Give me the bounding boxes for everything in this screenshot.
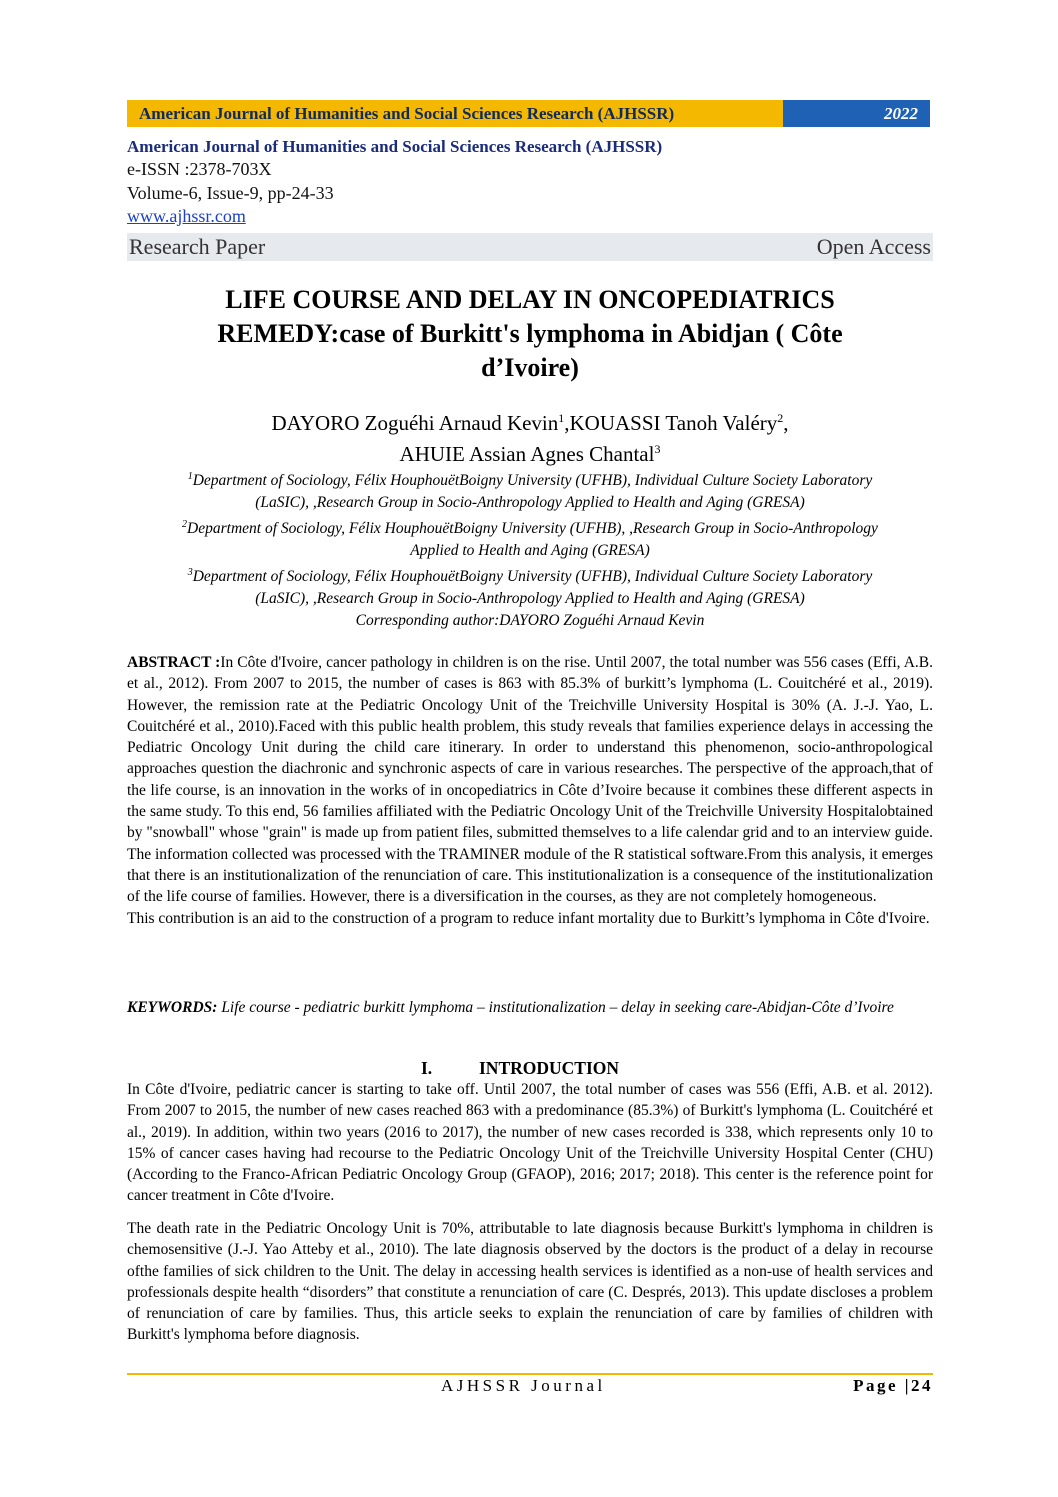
page-footer [127, 1376, 933, 1400]
introduction-text-2: The death rate in the Pediatric Oncology Unit is 70%, attributable to late diagnosis because Burkitt's lymphoma in children is chemosensitive (J.-J. Yao Atteby et al., 2010). The late diagnosis observed by the doctors is the product of a delay in recourse ofthe families of sick children to the Unit. The delay in accessing health services is identified as a non-use of health services and professionals despite health “disorders” that constitute a renunciation of care (C. Després, 2013). This update discloses a problem of renunciation of care by families. Thus, this article seeks to explain the renunciation of care by families of children with Burkitt's lymphoma before diagnosis. [127, 1220, 933, 1344]
paper-type: Research Paper [129, 234, 266, 259]
author-1: DAYORO Zoguéhi Arnaud Kevin [271, 411, 559, 435]
affiliation-1-line-1 [127, 466, 933, 492]
header-journal-name: American Journal of Humanities and Social Sciences Research (AJHSSR) [127, 100, 783, 127]
affiliation-3-line-1 [127, 562, 933, 588]
journal-header-band [127, 100, 930, 127]
affiliations [127, 466, 933, 632]
footer-journal-name: AJHSSR Journal [441, 1376, 606, 1395]
author-3-sup: 3 [654, 442, 661, 456]
abstract-paragraph-2: This contribution is an aid to the construction of a program to reduce infant mortality due to Burkitt’s lymphoma in Côte d'Ivoire. [127, 909, 930, 927]
header-year: 2022 [783, 100, 930, 127]
affiliation-2-text: Department of Sociology, Félix HouphouëtBoigny University (UFHB), ,Research Group in Socio-Anthropology [187, 520, 878, 538]
paper-type-bar [127, 233, 933, 261]
meta-eissn [127, 157, 933, 181]
eissn-prefix: e-ISSN : [127, 159, 190, 179]
author-2: ,KOUASSI Tanoh Valéry [564, 411, 778, 435]
introduction-text-1: In Côte d'Ivoire, pediatric cancer is starting to take off. Until 2007, the total number of cases was 556 (Effi, A.B. et al. 2012). From 2007 to 2015, the number of new cases reached 863 with a predominance (85.3%) of Burkitt's lymphoma (L. Couitchéré et al., 2019). In addition, within two years (2016 to 2017), the number of new cases recorded is 338, which represents only 10 to 15% of cancer cases having had recourse to the Pediatric Oncology Unit of the Treichville University Hospital Center (CHU) (According to the Franco-African Pediatric Oncology Group (GFAOP), 2016; 2017; 2018). This center is the reference point for cancer treatment in Côte d'Ivoire. [127, 1081, 933, 1205]
page-label: Page | [853, 1376, 911, 1395]
affiliation-1-sup: 1 [187, 471, 193, 482]
affiliation-3-text: Department of Sociology, Félix HouphouëtBoigny University (UFHB), Individual Culture Society Laboratory [192, 568, 873, 586]
keywords [127, 997, 933, 1018]
corresponding-author: Corresponding author:DAYORO Zoguéhi Arnaud Kevin [355, 612, 705, 630]
access-type: Open Access [816, 234, 931, 259]
author-1-sup: 1 [558, 411, 565, 425]
section-number: I. [421, 1058, 433, 1078]
abstract-paragraph-1 [127, 652, 933, 908]
footer-page-number [853, 1376, 933, 1396]
introduction-paragraph-1 [127, 1079, 933, 1207]
affiliation-2-sup: 2 [182, 519, 188, 531]
authors-line-1 [140, 405, 920, 436]
eissn-value: 2378-703X [189, 159, 272, 179]
affiliation-1-text: Department of Sociology, Félix HouphouëtBoigny University (UFHB), Individual Culture Society Laboratory [192, 472, 873, 490]
abstract-text-1: In Côte d'Ivoire, cancer pathology in children is on the rise. Until 2007, the total number was 556 cases (Effi, A.B. et al., 2012). From 2007 to 2015, the number of cases is 863 with 85.3% of burkitt’s lymphoma (L. Couitchéré et al., 2019). However, the remission rate at the Pediatric Oncology Unit of the Treichville University Hospital is 30% (A. J.-J. Yao, L. Couitchéré et al., 2010).Faced with this public health problem, this study reveals that families experience delays in accessing the Pediatric Oncology Unit during the child care itinerary. In order to understand this phenomenon, socio-anthropological approaches question the diachronic and synchronic aspects of care in various researches. The perspective of the approach,that of the life course, is an innovation in the works of in oncopediatrics in Côte d’Ivoire because it combines these different aspects in the same study. To this end, 56 families affiliated with the Pediatric Oncology Unit of the Treichville University Hospitalobtained by "snowball" whose "grain" is made up from patient files, submitted themselves to a life calendar grid and to an interview guide. The information collected was processed with the TRAMINER module of the R statistical software.From this analysis, it emerges that there is an institutionalization of the renunciation of care. This institutionalization is a consequence of the institutionalization of the life course of families. However, there is a diversification in the courses, as they are not completely homogeneous. [127, 654, 933, 906]
footer-rule [127, 1373, 933, 1375]
introduction-paragraph-2 [127, 1218, 933, 1346]
author-2-comma: , [783, 411, 789, 435]
abstract-label: ABSTRACT : [127, 654, 221, 671]
title-line-1: LIFE COURSE AND DELAY IN ONCOPEDIATRICS [225, 285, 835, 314]
journal-meta [127, 137, 933, 227]
title-line-2: REMEDY:case of Burkitt's lymphoma in Abidjan ( Côte [217, 319, 843, 348]
author-3: AHUIE Assian Agnes Chantal [399, 442, 655, 466]
affiliation-1-line-2: (LaSIC), ,Research Group in Socio-Anthropology Applied to Health and Aging (GRESA) [255, 494, 805, 512]
paper-title [150, 283, 910, 385]
abstract [127, 652, 933, 929]
affiliation-2-line-2: Applied to Health and Aging (GRESA) [410, 542, 650, 560]
author-list [140, 405, 920, 467]
keywords-text: Life course - pediatric burkitt lymphoma – institutionalization – delay in seeking care-Abidjan-Côte d’Ivoire [217, 999, 894, 1016]
meta-volume: Volume-6, Issue-9, pp-24-33 [127, 183, 334, 203]
affiliation-3-line-2: (LaSIC), ,Research Group in Socio-Anthropology Applied to Health and Aging (GRESA) [255, 590, 805, 608]
journal-website-link[interactable]: www.ajhssr.com [127, 206, 246, 226]
title-line-3: d’Ivoire) [481, 353, 579, 382]
author-2-sup: 2 [777, 411, 784, 425]
meta-journal-title: American Journal of Humanities and Social Sciences Research (AJHSSR) [127, 137, 663, 156]
affiliation-2-line-1 [127, 514, 933, 540]
section-title: INTRODUCTION [479, 1058, 620, 1078]
page-number: 24 [911, 1376, 933, 1395]
authors-line-2 [140, 436, 920, 467]
keywords-label: KEYWORDS: [127, 999, 218, 1016]
affiliation-3-sup: 3 [187, 567, 193, 579]
